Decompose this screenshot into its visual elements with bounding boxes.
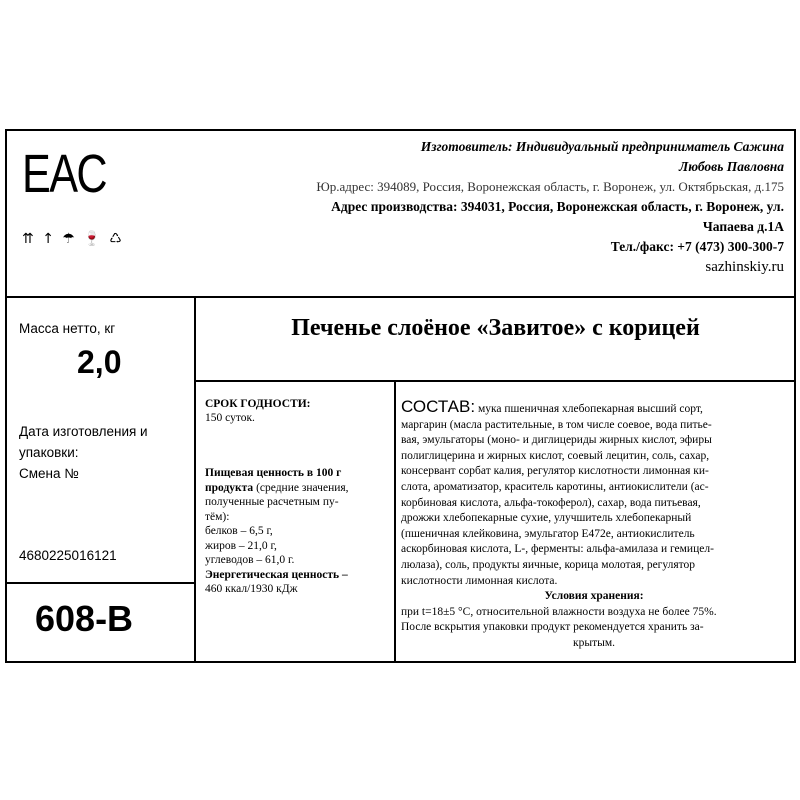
composition-line: кислотности лимонная кислота.	[401, 574, 558, 587]
nutrition-heading-1: Пищевая ценность в 100 г	[205, 467, 342, 479]
nutrition-note-1: (средние значения,	[253, 481, 349, 494]
composition-line: вая, эмульгаторы (моно- и диглицериды жирных кислот, эфиры	[401, 434, 712, 447]
date-label	[19, 421, 148, 484]
manufacturer-line-1: Изготовитель: Индивидуальный предприниматель Сажина	[420, 139, 784, 154]
eac-mark: EAC	[22, 144, 107, 204]
composition-line: дрожжи хлебопекарные сухие, улучшитель хлебопекарный	[401, 512, 692, 525]
date-label-line-1: Дата изготовления и	[19, 424, 148, 439]
composition-line: полиглицерина и жирных кислот, соевый лецитин, соль, сахар,	[401, 449, 710, 462]
storage-line-2: После вскрытия упаковки продукт рекомендуется хранить за-	[401, 621, 704, 634]
barcode-number: 4680225016121	[19, 548, 117, 563]
composition-block	[401, 399, 787, 652]
top-divider	[7, 296, 794, 298]
nutrition-note-3: тём):	[205, 510, 230, 523]
recycle-icon: ♺	[109, 231, 124, 247]
nutrition-block	[205, 466, 389, 597]
date-label-line-2: упаковки:	[19, 445, 79, 460]
composition-line: мука пшеничная хлебопекарная высший сорт,	[475, 403, 703, 415]
manufacturer-block	[224, 137, 784, 277]
product-title: Печенье слоёное «Завитое» с корицей	[291, 315, 700, 341]
composition-heading: СОСТАВ:	[401, 397, 476, 416]
glass-icon: 🍷	[83, 231, 103, 247]
composition-line: маргарин (масла растительные, в том числе соевое, вода питье-	[401, 418, 712, 431]
middle-column-divider	[394, 380, 396, 661]
production-address-1: Адрес производства: 394031, Россия, Воронежская область, г. Воронеж, ул.	[331, 199, 784, 214]
phone: Тел./факс: +7 (473) 300-300-7	[610, 239, 784, 254]
shelf-life-block	[205, 397, 389, 425]
energy-value: 460 ккал/1930 кДж	[205, 583, 298, 595]
shelf-life-value: 150 суток.	[205, 412, 255, 424]
storage-line-1: при t=18±5 °С, относительной влажности воздуха не более 75%.	[401, 605, 717, 618]
website: sazhinskiy.ru	[705, 259, 784, 275]
storage-heading: Условия хранения:	[544, 590, 644, 603]
manufacturer-line-2: Любовь Павловна	[678, 159, 784, 174]
mass-value: 2,0	[77, 344, 122, 380]
nutrition-protein: белков – 6,5 г,	[205, 525, 273, 537]
shift-label: Смена №	[19, 466, 79, 481]
nutrition-heading-2: продукта	[205, 481, 254, 494]
mass-label: Масса нетто, кг	[19, 321, 116, 336]
nutrition-fat: жиров – 21,0 г,	[205, 539, 277, 552]
composition-line: аскорбиновая кислота, L-, ферменты: альфа-амилаза и гемицел-	[401, 543, 714, 556]
legal-address: Юр.адрес: 394089, Россия, Воронежская область, г. Воронеж, ул. Октябрьская, д.175	[316, 179, 784, 194]
code-divider	[7, 582, 196, 584]
product-code: 608-В	[35, 598, 134, 639]
energy-label: Энергетическая ценность –	[205, 568, 348, 581]
production-address-2: Чапаева д.1А	[702, 219, 784, 234]
nutrition-carbs: углеводов – 61,0 г.	[205, 554, 295, 566]
composition-line: люлаза), соль, продукты яичные, корица молотая, регулятор	[401, 558, 696, 571]
composition-line: слота, ароматизатор, краситель каротины, антиокислители (ас-	[401, 480, 709, 493]
this-way-up-icon: ⇈	[22, 231, 36, 247]
nutrition-note-2: полученные расчетным пу-	[205, 496, 339, 508]
keep-dry-icon: ☂	[62, 231, 77, 247]
shelf-life-label: СРОК ГОДНОСТИ:	[205, 398, 311, 410]
composition-line: (пшеничная клейковина, эмульгатор Е472е, антиокислитель	[401, 527, 695, 540]
title-divider	[196, 380, 794, 382]
storage-line-3: крытым.	[573, 636, 615, 649]
fragile-icon: ↑	[42, 231, 56, 247]
composition-line: корбиновая кислота, альфа-токоферол), сахар, вода питьевая,	[401, 496, 701, 509]
handling-icons	[22, 231, 124, 247]
product-label	[5, 129, 796, 663]
left-column-divider	[194, 296, 196, 661]
composition-line: консервант сорбат калия, регулятор кислотности лимонная ки-	[401, 465, 709, 478]
